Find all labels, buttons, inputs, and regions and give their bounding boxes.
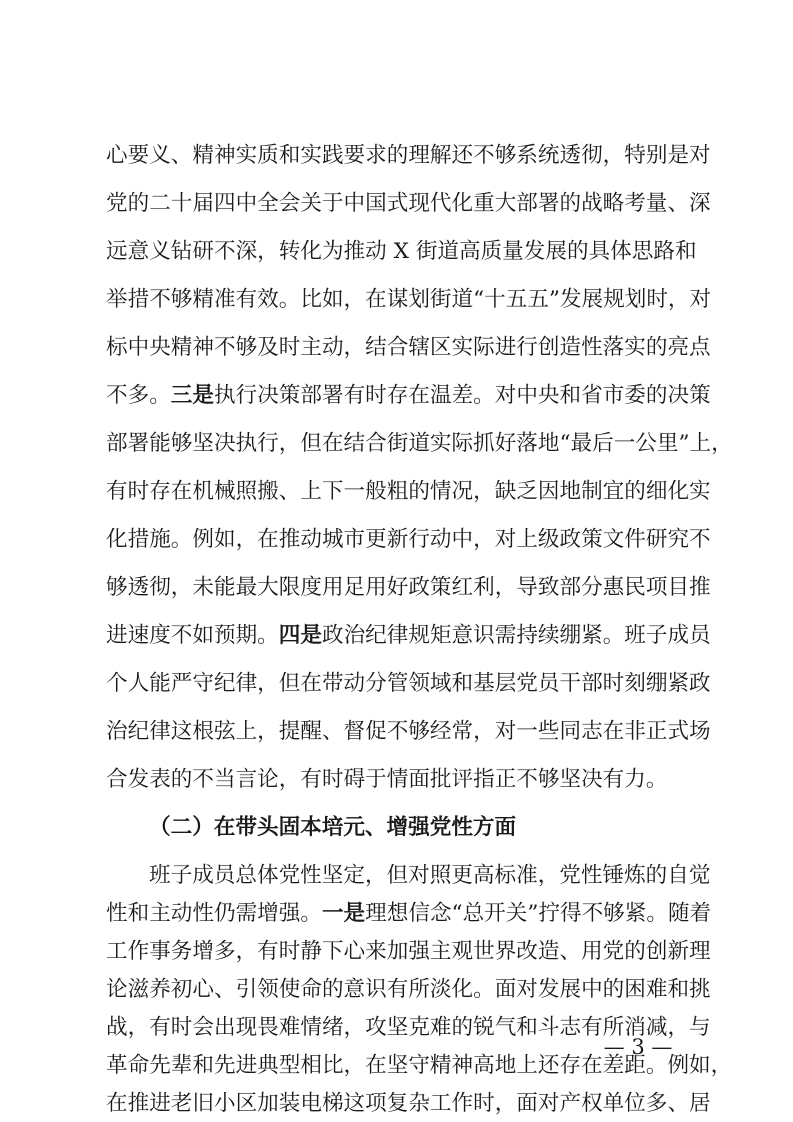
text-line: 在推进老旧小区加装电梯这项复杂工作时，面对产权单位多、居 xyxy=(106,1091,711,1116)
text-run: 性和主动性仍需增强。 xyxy=(106,901,322,926)
emphasis-one: 一是 xyxy=(321,901,366,926)
text-line: 举措不够精准有效。比如，在谋划街道“十五五”发展规划时，对 xyxy=(106,287,712,312)
text-line: 标中央精神不够及时主动，结合辖区实际进行创造性落实的亮点 xyxy=(106,335,711,360)
text-line: 论滋养初心、引领使命的意识有所淡化。面对发展中的困难和挑 xyxy=(106,977,711,1002)
text-run: 理想信念“总开关”拧得不够紧。随着 xyxy=(365,901,712,926)
text-line: 远意义钻研不深，转化为推动 X 街道高质量发展的具体思路和 xyxy=(106,239,697,264)
text-line: 化措施。例如，在推动城市更新行动中，对上级政策文件研究不 xyxy=(106,527,711,552)
text-line: 工作事务增多，有时静下心来加强主观世界改造、用党的创新理 xyxy=(106,939,711,964)
text-run: 进速度不如预期。 xyxy=(106,623,279,648)
text-line: 个人能严守纪律，但在带动分管领域和基层党员干部时刻绷紧政 xyxy=(106,671,711,696)
text-line: 党的二十届四中全会关于中国式现代化重大部署的战略考量、深 xyxy=(106,191,711,216)
text-line: 革命先辈和先进典型相比，在坚守精神高地上还存在差距。例如， xyxy=(106,1053,733,1078)
text-line: 治纪律这根弦上，提醒、督促不够经常，对一些同志在非正式场 xyxy=(106,719,711,744)
text-line xyxy=(106,380,711,412)
text-line xyxy=(106,620,711,652)
text-run: 执行决策部署有时存在温差。对中央和省市委的决策 xyxy=(214,383,711,408)
emphasis-three: 三是 xyxy=(170,383,214,408)
text-line xyxy=(106,898,712,930)
text-line: 够透彻，未能最大限度用足用好政策红利，导致部分惠民项目推 xyxy=(106,575,711,600)
text-line: 合发表的不当言论，有时碍于情面批评指正不够坚决有力。 xyxy=(106,767,668,792)
text-run: 不多。 xyxy=(106,383,171,408)
text-line: 有时存在机械照搬、上下一般粗的情况，缺乏因地制宜的细化实 xyxy=(106,479,711,504)
text-line: 班子成员总体党性坚定，但对照更高标准，党性锤炼的自觉 xyxy=(149,863,711,888)
page-number: — 3 — xyxy=(603,1035,673,1059)
section-heading: （二）在带头固本培元、增强党性方面 xyxy=(149,815,517,840)
text-line: 心要义、精神实质和实践要求的理解还不够系统透彻，特别是对 xyxy=(106,143,711,168)
text-run: 政治纪律规矩意识需持续绷紧。班子成员 xyxy=(321,623,711,648)
text-line: 部署能够坚决执行，但在结合街道实际抓好落地“最后一公里”上， xyxy=(106,431,733,456)
emphasis-four: 四是 xyxy=(278,623,322,648)
text-line: 战，有时会出现畏难情绪，攻坚克难的锐气和斗志有所消减，与 xyxy=(106,1015,711,1040)
